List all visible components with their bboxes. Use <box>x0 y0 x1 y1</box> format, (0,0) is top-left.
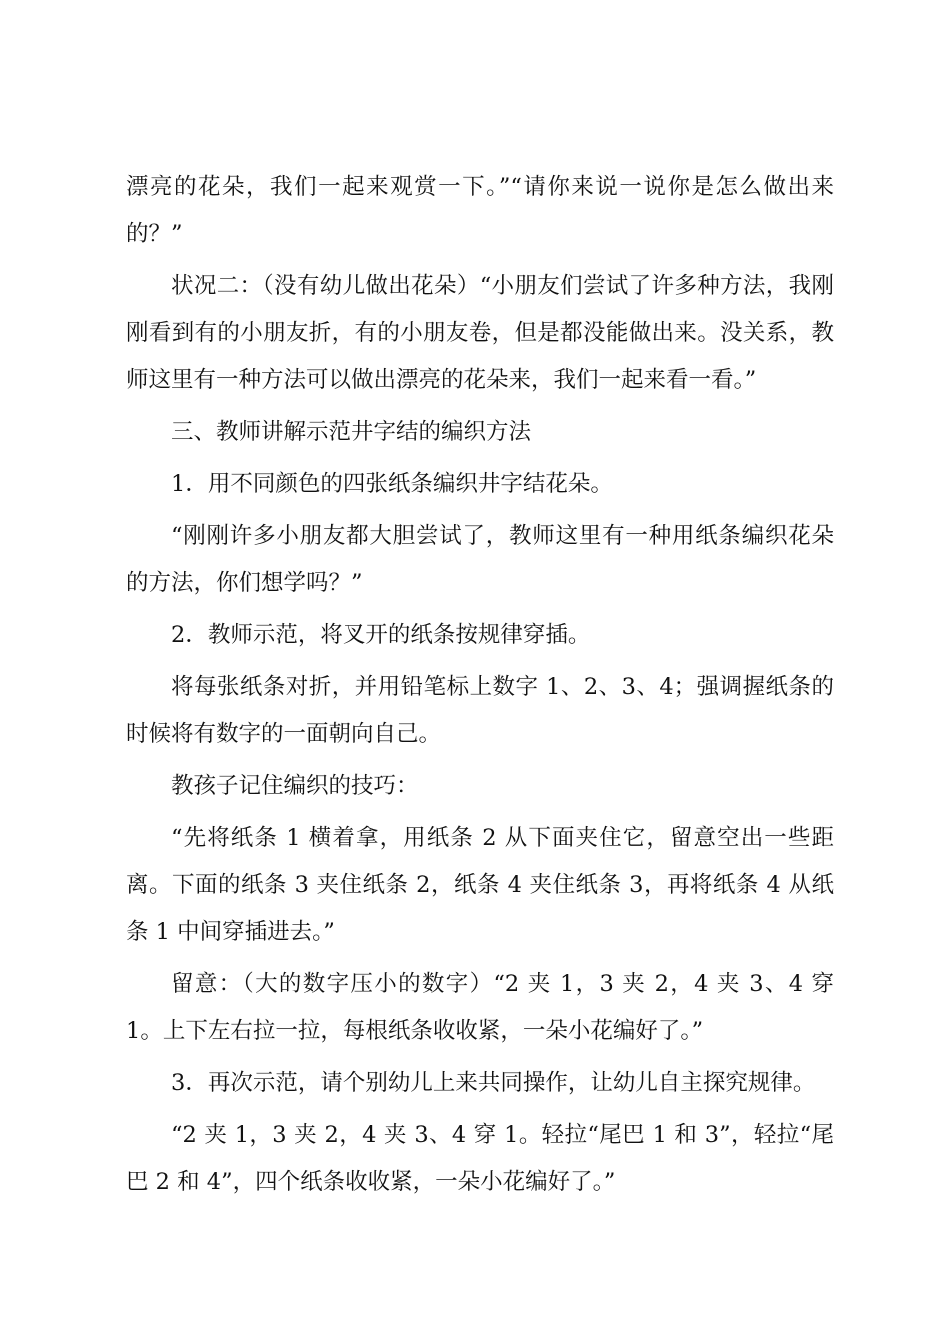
paragraph-1: 漂亮的花朵，我们一起来观赏一下。”“请你来说一说你是怎么做出来的？” <box>126 174 834 247</box>
paragraph-fold: 将每张纸条对折，并用铅笔标上数字 1、2、3、4；强调握纸条的时候将有数字的一面朝向自己。 <box>126 674 834 747</box>
paragraph-2: 状况二：（没有幼儿做出花朵）“小朋友们尝试了许多种方法，我刚刚看到有的小朋友折，有的小朋友卷，但是都没能做出来。没关系，教师这里有一种方法可以做出漂亮的花朵来，我们一起来看一看。” <box>126 273 834 393</box>
paragraph-quote-2: “先将纸条 1 横着拿，用纸条 2 从下面夹住它，留意空出一些距离。下面的纸条 3 夹住纸条 2，纸条 4 夹住纸条 3，再将纸条 4 从纸条 1 中间穿插进去。” <box>126 825 834 945</box>
paragraph-note: 留意：（大的数字压小的数字）“2 夹 1，3 夹 2，4 夹 3、4 穿 1。上下左右拉一拉，每根纸条收收紧，一朵小花编好了。” <box>126 971 834 1044</box>
paragraph-step-1: 1．用不同颜色的四张纸条编织井字结花朵。 <box>171 471 613 497</box>
paragraph-quote-1: “刚刚许多小朋友都大胆尝试了，教师这里有一种用纸条编织花朵的方法，你们想学吗？” <box>126 523 834 596</box>
body-text <box>126 164 834 1211</box>
paragraph-quote-3: “2 夹 1，3 夹 2，4 夹 3、4 穿 1。轻拉“尾巴 1 和 3”，轻拉“尾巴 2 和 4”，四个纸条收收紧，一朵小花编好了。” <box>126 1122 834 1195</box>
paragraph-step-3: 3．再次示范，请个别幼儿上来共同操作，让幼儿自主探究规律。 <box>171 1070 816 1096</box>
paragraph-technique: 教孩子记住编织的技巧： <box>171 773 419 799</box>
section-heading: 三、教师讲解示范井字结的编织方法 <box>171 419 532 445</box>
paragraph-step-2: 2．教师示范，将叉开的纸条按规律穿插。 <box>171 622 591 648</box>
